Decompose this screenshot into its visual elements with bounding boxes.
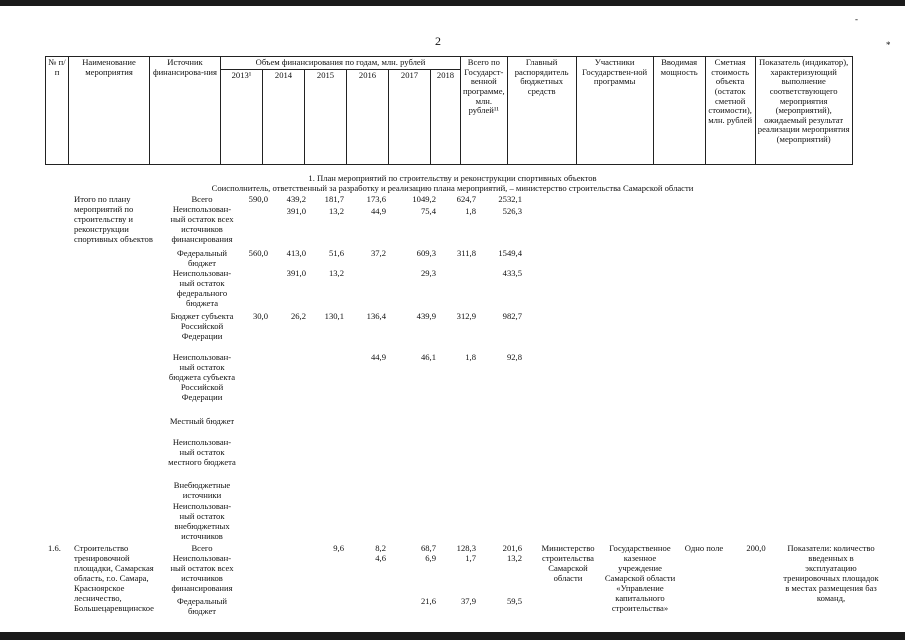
total-block-name: Итого по плану мероприятий по строительству и реконструкции спортивных объектов — [74, 194, 153, 244]
header-year: 2014 — [263, 69, 305, 164]
value-cell: 413,0 — [286, 248, 306, 258]
value-cell: 37,2 — [370, 248, 386, 258]
value-cell: 29,3 — [420, 268, 436, 278]
corner-mark: - — [855, 14, 858, 24]
source-cell: Внебюджетные источники — [173, 480, 231, 500]
total-cell: 526,3 — [502, 206, 522, 216]
value-cell: 9,6 — [333, 543, 344, 553]
value-cell: 130,1 — [324, 311, 344, 321]
value-cell: 311,8 — [456, 248, 476, 258]
source-cell: Всего — [191, 194, 213, 204]
total-cell: 92,8 — [506, 352, 522, 362]
header-manager: Главный распорядитель бюджетных средств — [507, 57, 576, 165]
header-source: Источник финансирова-ния — [150, 57, 221, 165]
header-num: № п/п — [46, 57, 69, 165]
table-header — [45, 56, 853, 165]
value-cell: 44,9 — [370, 206, 386, 216]
value-cell: 6,9 — [425, 553, 436, 563]
item-number: 1.6. — [48, 543, 61, 553]
page-number: 2 — [435, 34, 441, 48]
header-year: 2015 — [305, 69, 347, 164]
corner-mark: * — [886, 40, 891, 50]
value-cell: 312,9 — [456, 311, 476, 321]
value-cell: 8,2 — [375, 543, 386, 553]
header-indicator: Показатель (индикатор), характеризующий выполнение соответствующего мероприятия (мероприятий), ожидаемый результат реализации мероприятия (мероприятий) — [755, 57, 852, 165]
value-cell: 136,4 — [366, 311, 386, 321]
header-capacity: Вводимая мощность — [653, 57, 705, 165]
item-cost: 200,0 — [746, 543, 766, 553]
value-cell: 46,1 — [420, 352, 436, 362]
source-cell: Неиспользован-ный остаток бюджета субъекта Российской Федерации — [168, 352, 236, 402]
value-cell: 439,9 — [416, 311, 436, 321]
value-cell: 391,0 — [286, 268, 306, 278]
header-year: 2017 — [389, 69, 431, 164]
header-cost: Сметная стоимость объекта (остаток сметной стоимости), млн. рублей — [705, 57, 755, 165]
header-total: Всего по Государст-венной программе, млн. рублей¹¹ — [461, 57, 508, 165]
value-cell: 68,7 — [420, 543, 436, 553]
source-cell: Местный бюджет — [169, 416, 235, 426]
source-cell: Неиспользован-ный остаток всех источников финансирования — [170, 204, 234, 244]
header-year: 2016 — [347, 69, 389, 164]
total-cell: 13,2 — [506, 553, 522, 563]
item-manager: Министерство строительства Самарской области — [541, 543, 595, 583]
total-cell: 2532,1 — [498, 194, 522, 204]
item-participants: Государственное казенное учреждение Самарской области «Управление капитального строительства» — [604, 543, 676, 613]
source-cell: Федеральный бюджет — [176, 248, 228, 268]
item-capacity: Одно поле — [684, 543, 724, 553]
value-cell: 173,6 — [366, 194, 386, 204]
source-cell: Всего — [191, 543, 213, 553]
source-cell: Бюджет субъекта Российской Федерации — [170, 311, 234, 341]
value-cell: 624,7 — [456, 194, 476, 204]
value-cell: 128,3 — [456, 543, 476, 553]
source-cell: Неиспользован-ный остаток местного бюджета — [168, 437, 236, 467]
value-cell: 1,8 — [465, 352, 476, 362]
value-cell: 439,2 — [286, 194, 306, 204]
source-cell: Неиспользован-ный остаток всех источников финансирования — [170, 553, 234, 593]
value-cell: 391,0 — [286, 206, 306, 216]
value-cell: 51,6 — [328, 248, 344, 258]
value-cell: 1,8 — [465, 206, 476, 216]
value-cell: 4,6 — [375, 553, 386, 563]
item-indicator: Показатели: количество введенных в эксплуатацию тренировочных площадок в местах размещения баз команд, — [783, 543, 879, 603]
value-cell: 75,4 — [420, 206, 436, 216]
header-year: 2018 — [431, 69, 461, 164]
source-cell: Неиспользован-ный остаток федерального бюджета — [172, 268, 232, 308]
value-cell: 37,9 — [460, 596, 476, 606]
value-cell: 21,6 — [420, 596, 436, 606]
value-cell: 590,0 — [248, 194, 268, 204]
header-participants: Участники Государствен-ной программы — [576, 57, 653, 165]
header-year: 2013¹ — [221, 69, 263, 164]
header-name: Наименование мероприятия — [69, 57, 150, 165]
value-cell: 1049,2 — [412, 194, 436, 204]
value-cell: 26,2 — [290, 311, 306, 321]
value-cell: 181,7 — [324, 194, 344, 204]
item-name: Строительство тренировочной площадки, Самарская область, г.о. Самара, Красноярское лесничество, Большецаревщинское — [74, 543, 154, 613]
value-cell: 1,7 — [465, 553, 476, 563]
value-cell: 560,0 — [248, 248, 268, 258]
value-cell: 44,9 — [370, 352, 386, 362]
value-cell: 609,3 — [416, 248, 436, 258]
bottom-border — [0, 632, 905, 640]
source-cell: Федеральный бюджет — [176, 596, 228, 616]
section-title: 1. План мероприятий по строительству и реконструкции спортивных объектов — [308, 173, 597, 183]
section-coexecutor: Соисполнитель, ответственный за разработку и реализацию плана мероприятий, – министерство строительства Самарской области — [211, 183, 694, 193]
total-cell: 982,7 — [502, 311, 522, 321]
value-cell: 13,2 — [328, 268, 344, 278]
total-cell: 1549,4 — [498, 248, 522, 258]
total-cell: 433,5 — [502, 268, 522, 278]
value-cell: 13,2 — [328, 206, 344, 216]
top-border — [0, 0, 905, 6]
value-cell: 30,0 — [252, 311, 268, 321]
total-cell: 59,5 — [506, 596, 522, 606]
total-cell: 201,6 — [502, 543, 522, 553]
source-cell: Неиспользован-ный остаток внебюджетных источников — [172, 501, 232, 541]
header-volume: Объем финансирования по годам, млн. рублей — [221, 57, 461, 70]
